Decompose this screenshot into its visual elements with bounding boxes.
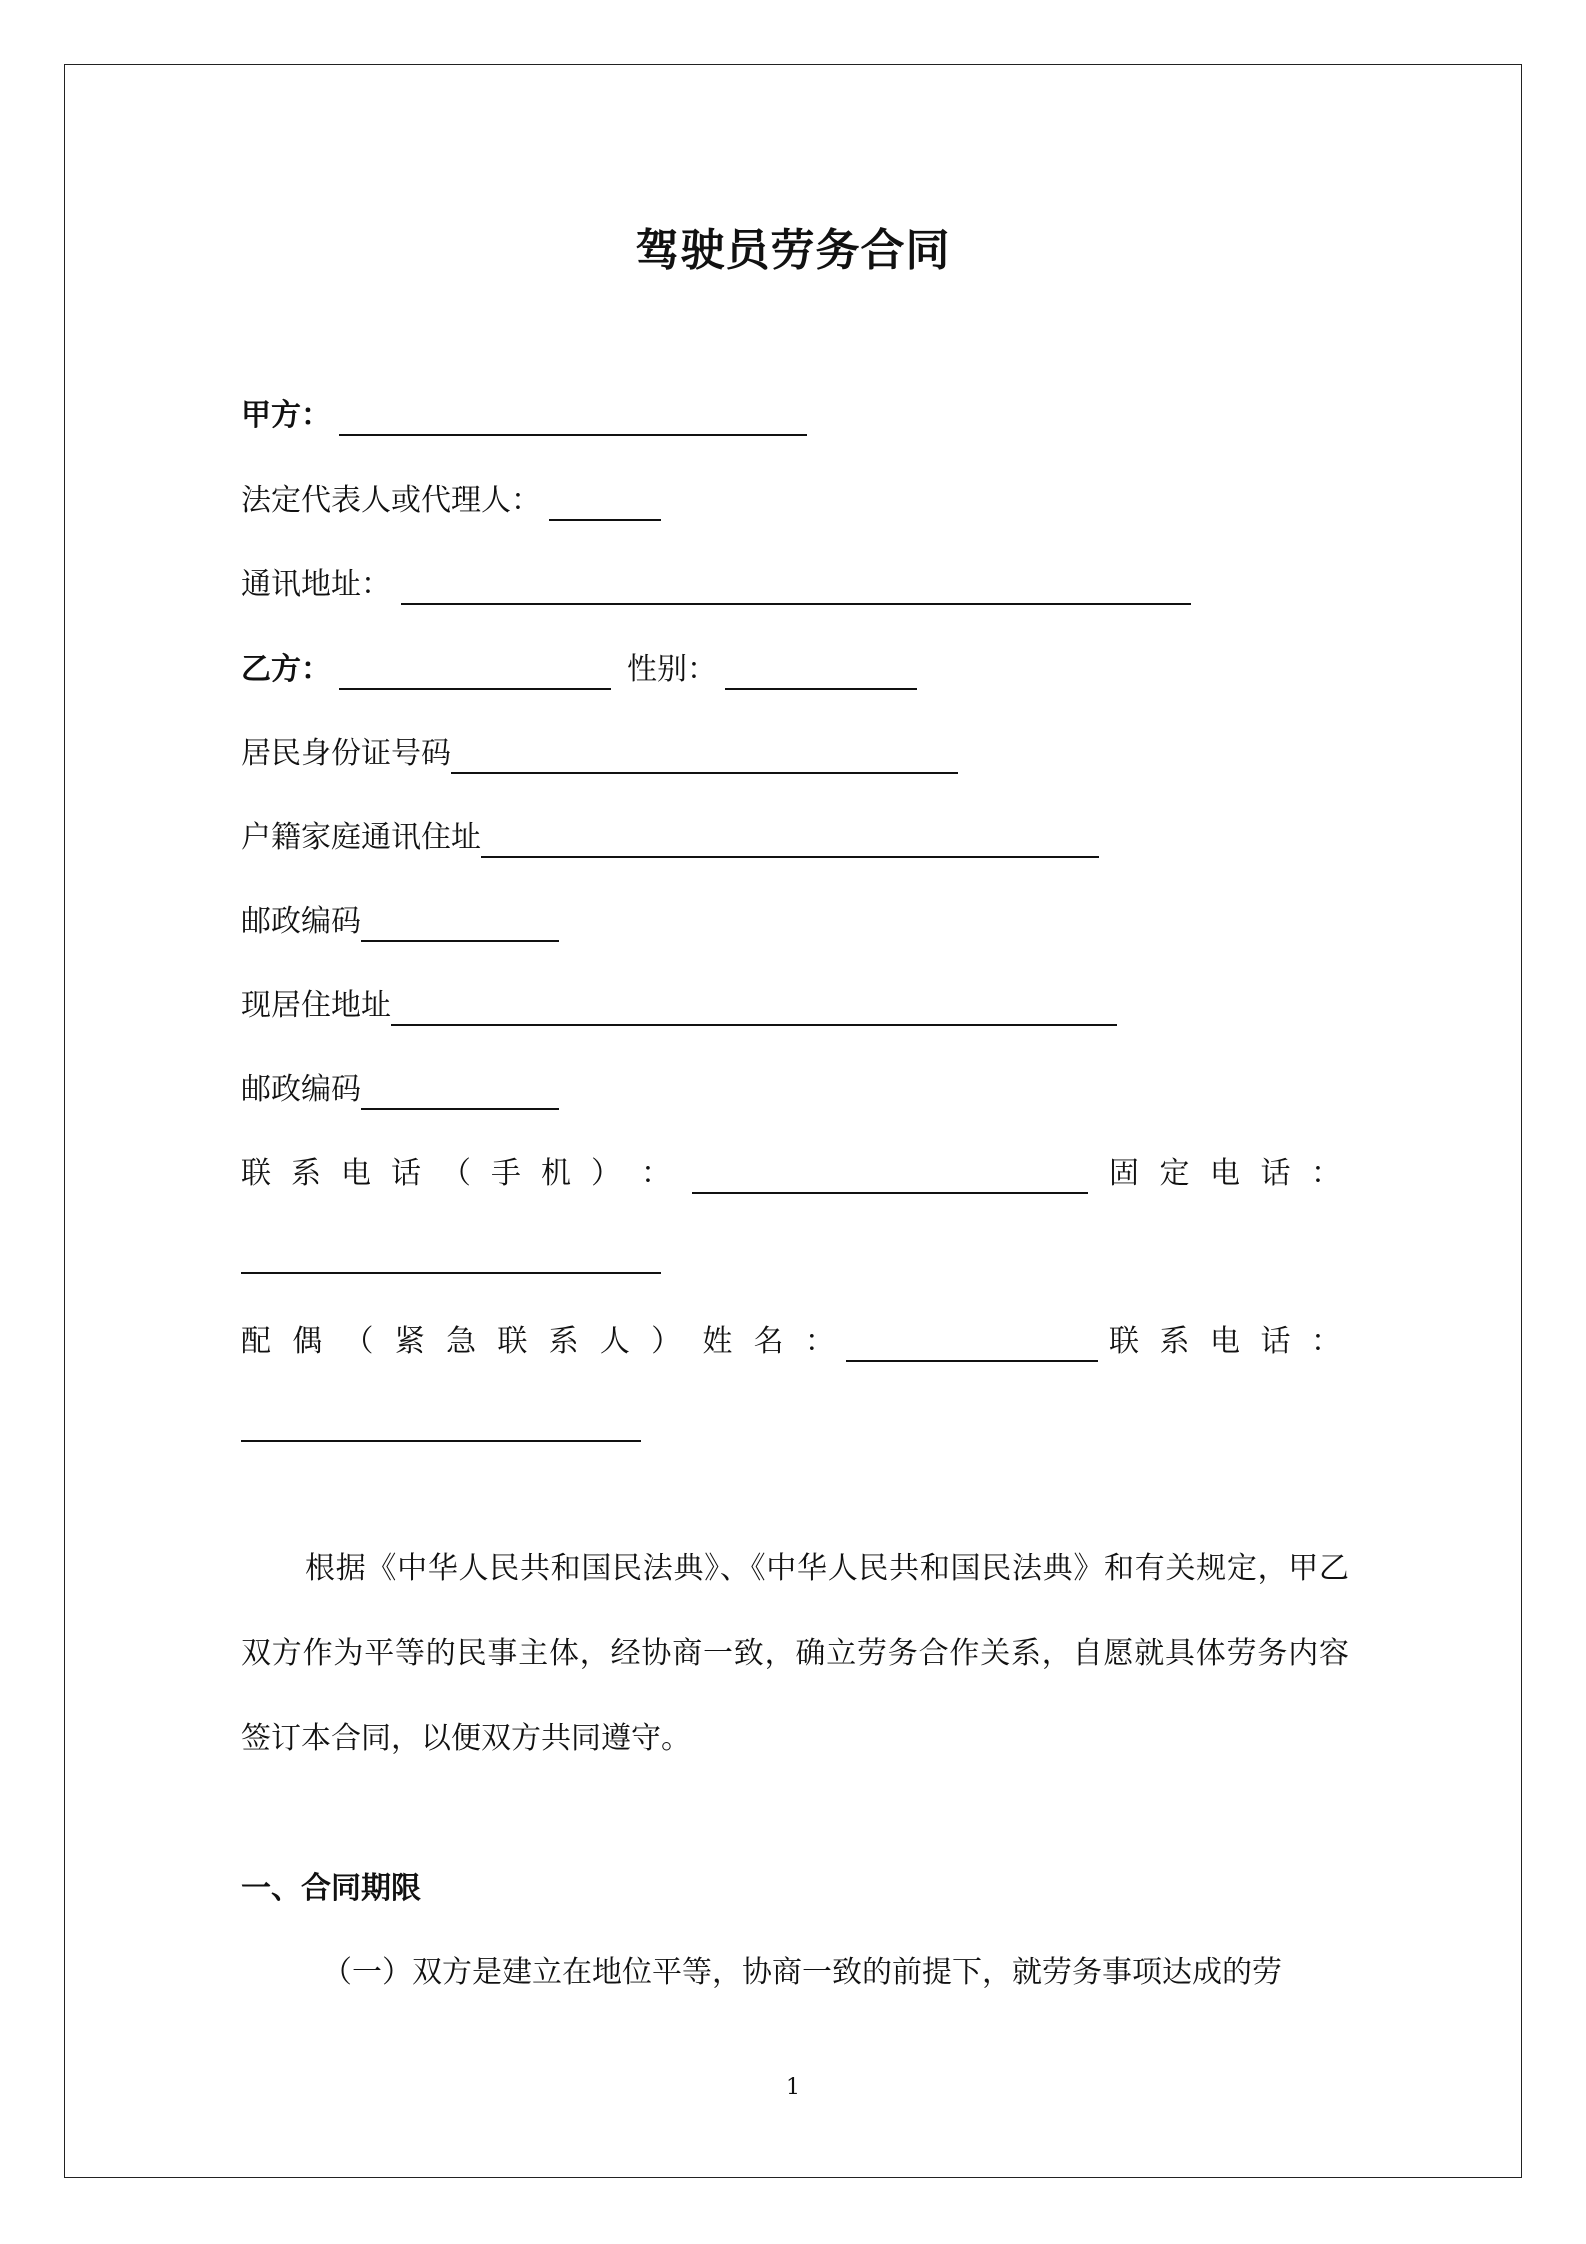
household-address-label: 户籍家庭通讯住址 bbox=[241, 820, 481, 855]
postcode-label-1: 邮政编码 bbox=[241, 904, 361, 939]
label-char: 人 bbox=[599, 1324, 630, 1359]
page-number: 1 bbox=[786, 2075, 800, 2100]
label-char: 姓 bbox=[702, 1324, 733, 1359]
mobile-blank[interactable] bbox=[692, 1158, 1088, 1194]
label-char: 固 bbox=[1109, 1156, 1139, 1191]
spouse-label bbox=[241, 1322, 835, 1362]
mobile-label bbox=[241, 1154, 671, 1194]
id-row bbox=[241, 734, 958, 774]
spouse-blank[interactable] bbox=[846, 1326, 1098, 1362]
id-label: 居民身份证号码 bbox=[241, 736, 451, 771]
party-a-blank[interactable] bbox=[339, 400, 807, 436]
household-address-row bbox=[241, 818, 1099, 858]
gender-label: 性别： bbox=[627, 652, 717, 687]
address-blank[interactable] bbox=[401, 569, 1191, 605]
postcode-blank-1[interactable] bbox=[361, 906, 559, 942]
label-char: 话 bbox=[1260, 1156, 1291, 1191]
party-b-label: 乙方： bbox=[241, 652, 331, 687]
label-char: 系 bbox=[1159, 1324, 1190, 1359]
spouse-row bbox=[241, 1322, 1341, 1362]
representative-blank[interactable] bbox=[549, 485, 661, 521]
intro-paragraph: 根据《中华人民共和国民法典》、《中华人民共和国民法典》和有关规定，甲乙双方作为平等的民事主体，经协商一致，确立劳务合作关系，自愿就具体劳务内容签订本合同，以便双方共同遵守。 bbox=[241, 1551, 1349, 1756]
label-char: 名 bbox=[753, 1324, 784, 1359]
label-char: ） bbox=[591, 1156, 621, 1191]
label-char: 电 bbox=[1210, 1156, 1240, 1191]
label-char: ： bbox=[641, 1156, 671, 1191]
address-label: 通讯地址： bbox=[241, 567, 391, 602]
spouse-phone-blank[interactable] bbox=[241, 1406, 641, 1442]
page-border bbox=[64, 64, 1522, 2178]
label-char: 电 bbox=[341, 1156, 371, 1191]
landline-blank-row bbox=[241, 1238, 661, 1274]
label-char: ： bbox=[804, 1324, 835, 1359]
label-char: （ bbox=[343, 1324, 374, 1359]
current-address-label: 现居住地址 bbox=[241, 988, 391, 1023]
party-a-row bbox=[241, 396, 807, 436]
label-char: 联 bbox=[497, 1324, 528, 1359]
postcode-blank-2[interactable] bbox=[361, 1074, 559, 1110]
postcode-label-2: 邮政编码 bbox=[241, 1072, 361, 1107]
label-char: 手 bbox=[491, 1156, 521, 1191]
label-char: 联 bbox=[241, 1156, 271, 1191]
label-char: ） bbox=[651, 1324, 682, 1359]
party-a-label: 甲方： bbox=[241, 398, 331, 433]
label-char: 系 bbox=[291, 1156, 321, 1191]
id-blank[interactable] bbox=[451, 738, 958, 774]
document-title: 驾驶员劳务合同 bbox=[635, 225, 951, 276]
address-row bbox=[241, 565, 1191, 605]
party-b-blank[interactable] bbox=[339, 654, 611, 690]
label-char: 联 bbox=[1109, 1324, 1139, 1359]
label-char: 电 bbox=[1210, 1324, 1240, 1359]
current-address-row bbox=[241, 986, 1117, 1026]
label-char: 机 bbox=[541, 1156, 571, 1191]
postcode-row-1 bbox=[241, 902, 559, 942]
label-char: 紧 bbox=[394, 1324, 425, 1359]
spouse-phone-blank-row bbox=[241, 1406, 641, 1442]
label-char: 定 bbox=[1159, 1156, 1190, 1191]
label-char: 偶 bbox=[292, 1324, 323, 1359]
label-char: 系 bbox=[548, 1324, 579, 1359]
label-char: （ bbox=[441, 1156, 471, 1191]
label-char: 话 bbox=[1260, 1324, 1291, 1359]
label-char: ： bbox=[1311, 1156, 1341, 1191]
gender-blank[interactable] bbox=[725, 654, 917, 690]
representative-row bbox=[241, 481, 661, 521]
current-address-blank[interactable] bbox=[391, 990, 1117, 1026]
household-address-blank[interactable] bbox=[481, 822, 1099, 858]
landline-label bbox=[1109, 1154, 1341, 1194]
label-char: 急 bbox=[446, 1324, 477, 1359]
phone-row bbox=[241, 1154, 1341, 1194]
postcode-row-2 bbox=[241, 1070, 559, 1110]
section-1-heading: 一、合同期限 bbox=[241, 1871, 421, 1906]
label-char: 话 bbox=[391, 1156, 421, 1191]
label-char: 配 bbox=[241, 1324, 271, 1359]
party-b-row bbox=[241, 650, 917, 690]
representative-label: 法定代表人或代理人： bbox=[241, 483, 541, 518]
section-1-clause-1: （一）双方是建立在地位平等，协商一致的前提下，就劳务事项达成的劳 bbox=[322, 1955, 1282, 1990]
landline-blank[interactable] bbox=[241, 1238, 661, 1274]
label-char: ： bbox=[1311, 1324, 1341, 1359]
spouse-phone-label bbox=[1109, 1322, 1341, 1362]
